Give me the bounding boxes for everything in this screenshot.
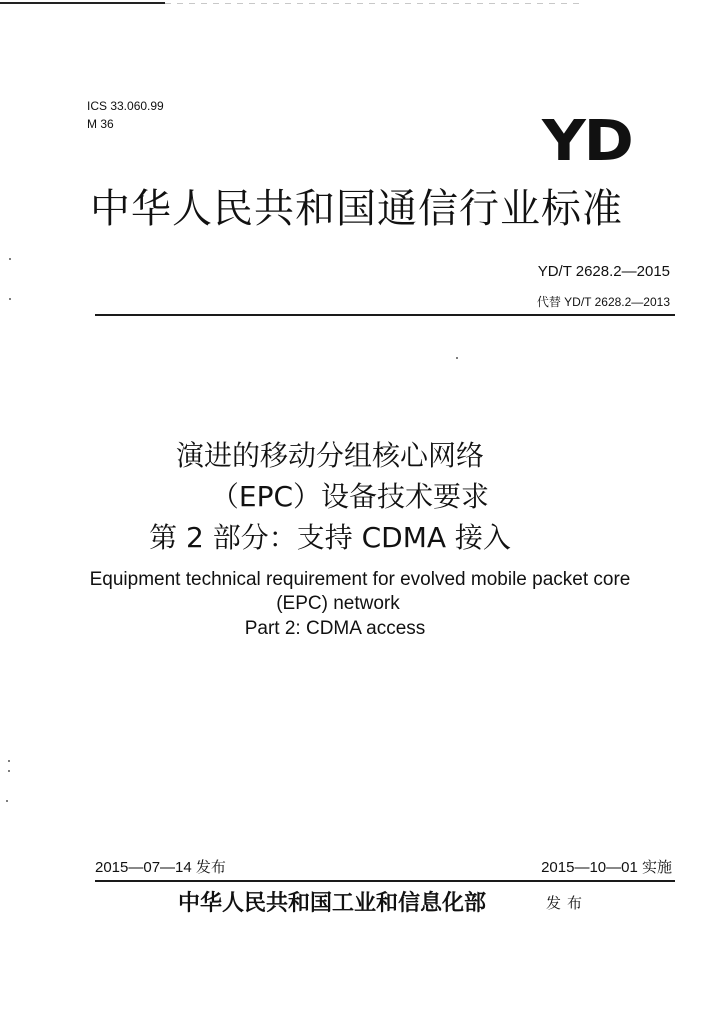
header-divider [95, 314, 675, 316]
chinese-title-line-1: 演进的移动分组核心网络 [175, 439, 484, 472]
replaces-standard: 代替 YD/T 2628.2—2013 [536, 295, 670, 309]
ccs-code: M 36 [87, 117, 114, 131]
chinese-title-line-2: （EPC）设备技术要求 [210, 480, 490, 513]
issue-label: 发布 [546, 894, 589, 912]
ics-code: ICS 33.060.99 [87, 99, 164, 113]
organization-title: 中华人民共和国通信行业标准 [90, 186, 623, 232]
english-title-line-3: Part 2: CDMA access [244, 618, 426, 639]
scan-speck [8, 760, 10, 762]
scan-speck [8, 770, 10, 772]
scan-speck [456, 357, 458, 359]
top-edge-rule [0, 2, 165, 4]
english-title-line-2: (EPC) network [276, 593, 400, 614]
scan-speck [6, 800, 8, 802]
top-edge-faint-rule [165, 3, 585, 4]
standard-number: YD/T 2628.2—2015 [537, 263, 670, 280]
chinese-title-line-3: 第 2 部分：支持 CDMA 接入 [149, 521, 511, 554]
implementation-date: 2015—10—01 实施 [541, 859, 672, 876]
english-title-line-1: Equipment technical requirement for evolved mobile packet core [89, 569, 631, 590]
yd-logo: YD [542, 109, 632, 174]
scan-speck [9, 258, 11, 260]
release-date: 2015—07—14 发布 [95, 859, 226, 876]
issuing-authority: 中华人民共和国工业和信息化部 [178, 890, 487, 916]
footer-divider [95, 880, 675, 882]
scan-speck [9, 298, 11, 300]
